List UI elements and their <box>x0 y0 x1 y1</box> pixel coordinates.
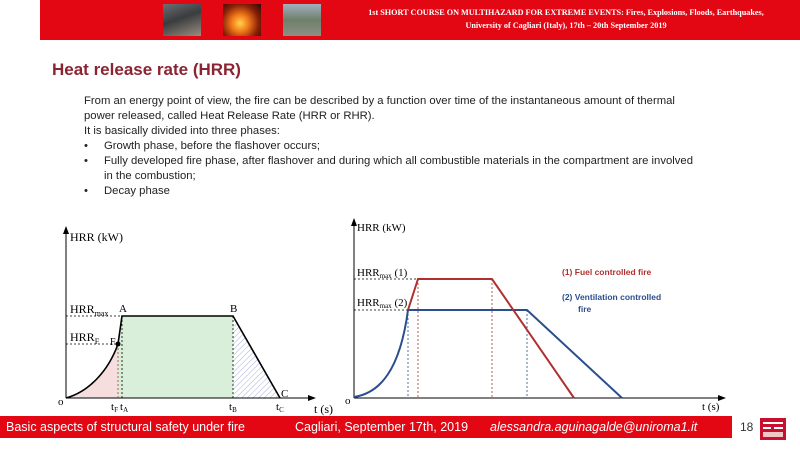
page-number: 18 <box>740 420 754 434</box>
tick-tf: tF <box>111 401 118 414</box>
hrrf-label: $HRR_F$ <box>70 330 100 346</box>
footer-email: alessandra.aguinagalde@uniroma1.it <box>490 420 698 434</box>
left-hrr-diagram <box>58 226 333 416</box>
university-logo-icon <box>760 418 786 440</box>
left-x-label: t (s) <box>314 402 333 416</box>
banner-line-2: University of Cagliari (Italy), 17th – 20th September 2019 <box>465 21 667 30</box>
legend-ventilation-controlled: (2) Ventilation controlled <box>562 292 662 302</box>
point-f-label: F <box>110 337 116 348</box>
flashover-point <box>116 342 121 347</box>
point-b-label: B <box>230 303 238 315</box>
right-hrr-diagram <box>345 218 726 413</box>
footer-course: Basic aspects of structural safety under fire <box>6 420 245 434</box>
footer-place-date: Cagliari, September 17th, 2019 <box>295 420 469 434</box>
tick-tc: tC <box>276 401 284 414</box>
footer-bar <box>0 416 732 438</box>
growth-phase-area <box>66 344 118 398</box>
hrrmax1-label: HRRmax (1) <box>357 267 408 280</box>
left-x-arrow <box>308 395 316 401</box>
legend-ventilation-controlled-2: fire <box>578 304 592 314</box>
left-y-label: HRR (kW) <box>70 230 123 244</box>
tick-ta: tA <box>120 401 129 414</box>
hrrmax-label: $HRR_{max}$ <box>70 302 109 318</box>
phases-intro: It is basically divided into three phases: <box>84 125 280 137</box>
bullet-decay: • Decay phase <box>84 184 760 199</box>
right-y-label: HRR (kW) <box>357 222 406 234</box>
bullet-fully-developed-line1: Fully developed fire phase, after flashover and during which all combustible materials in the compartment are involved <box>104 155 693 167</box>
tick-tb: tB <box>229 401 237 414</box>
bullet-fully-developed-line2: in the combustion; <box>104 170 196 182</box>
right-x-label: t (s) <box>702 401 720 413</box>
left-y-arrow <box>63 226 69 234</box>
slide-title: Heat release rate (HRR) <box>52 60 241 79</box>
right-origin: o <box>345 395 351 407</box>
fuel-controlled-curve <box>408 279 574 398</box>
ventilation-controlled-curve <box>354 310 622 398</box>
legend-fuel-controlled: (1) Fuel controlled fire <box>562 267 652 277</box>
bullet-growth: • Growth phase, before the flashover occurs; <box>84 139 760 154</box>
point-a-label: A <box>119 303 127 315</box>
point-c-label: C <box>281 388 289 400</box>
intro-line-1: From an energy point of view, the fire can be described by a function over time of the instantaneous amount of thermal <box>84 95 675 107</box>
developed-phase-area <box>118 316 233 398</box>
hrrmax2-label: HRRmax (2) <box>357 297 408 310</box>
banner-line-1: 1st SHORT COURSE ON MULTIHAZARD FOR EXTREME EVENTS: Fires, Explosions, Floods, Earthquakes, <box>368 8 764 17</box>
intro-line-2: power released, called Heat Release Rate (HRR or RHR). <box>84 110 375 122</box>
left-origin: o <box>58 396 64 408</box>
